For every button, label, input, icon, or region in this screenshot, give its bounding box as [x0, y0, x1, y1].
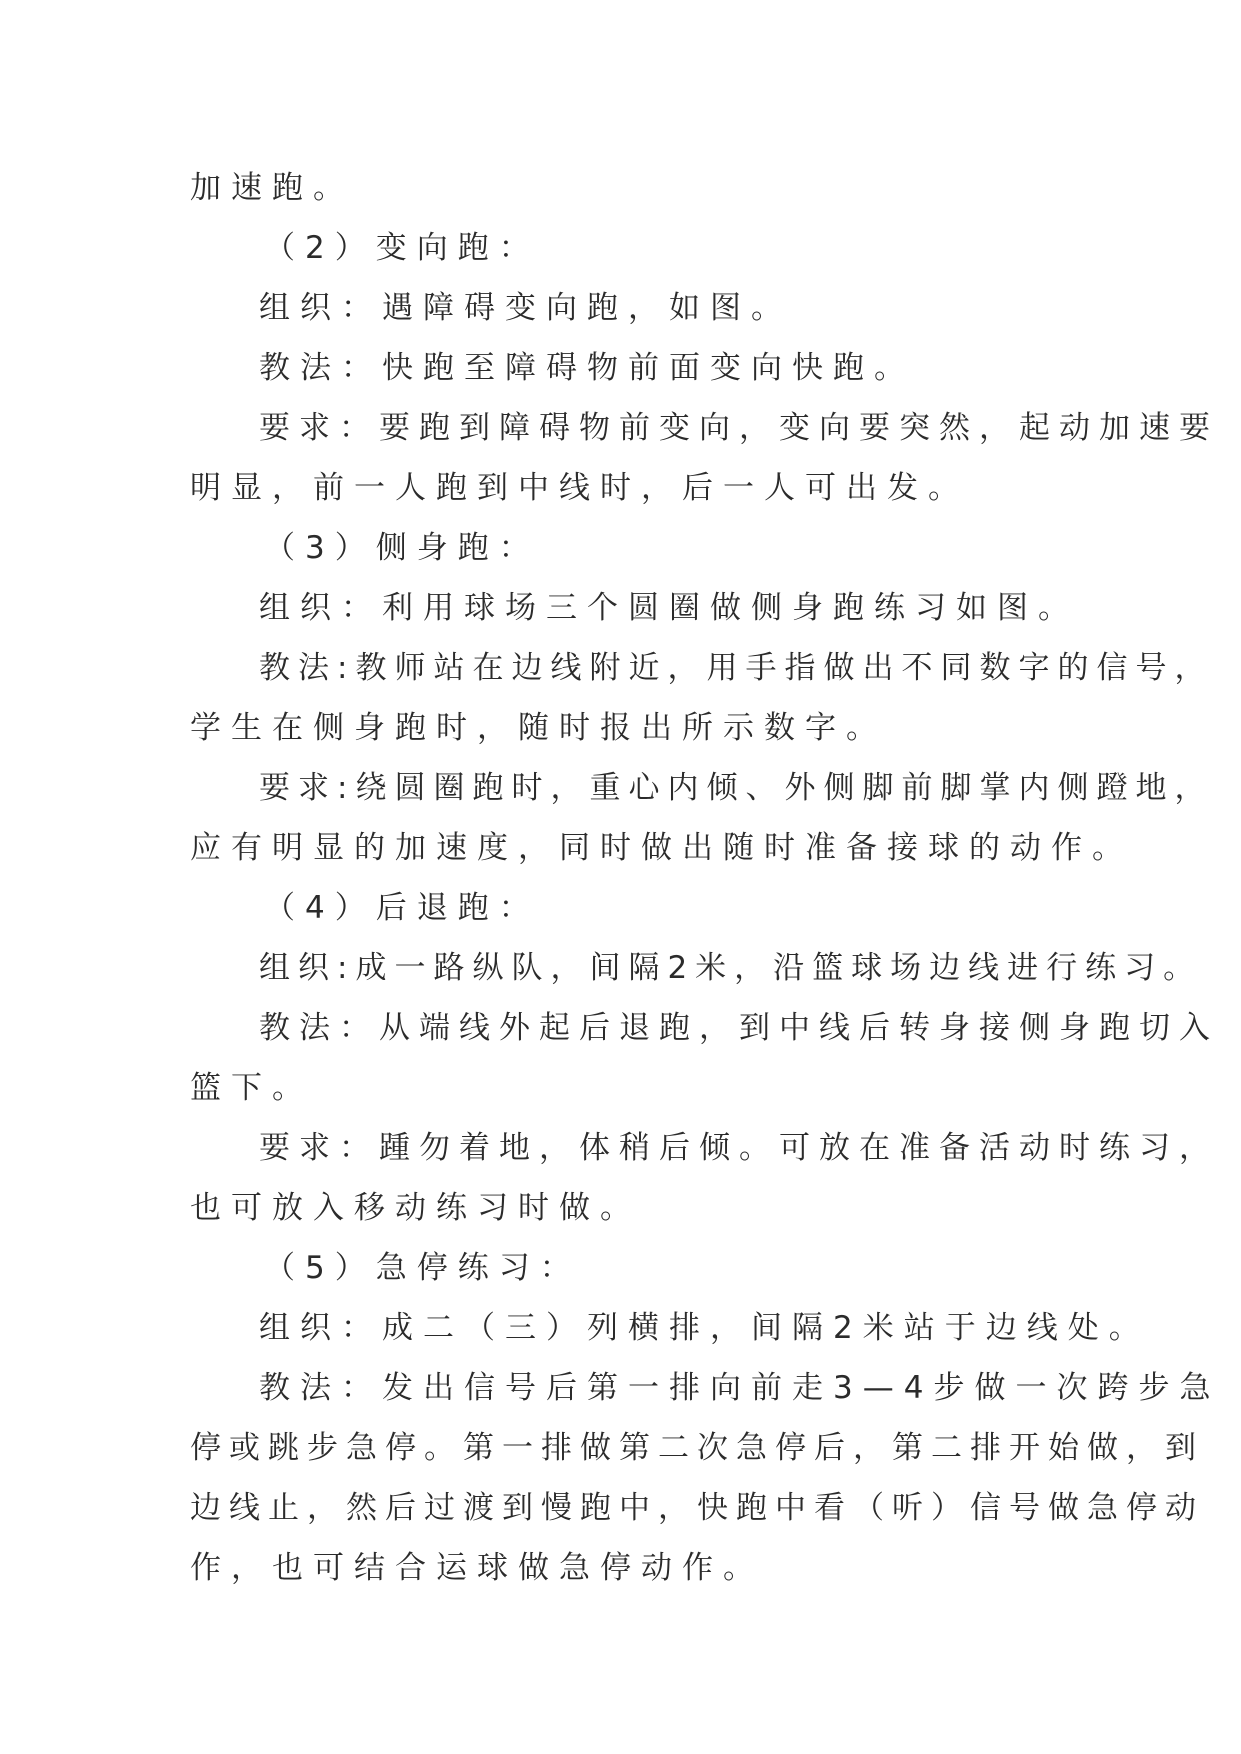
paragraph-line: 教法：发出信号后第一排向前走3—4步做一次跨步急 — [259, 1370, 1221, 1406]
paragraph-line: 要求:绕圆圈跑时，重心内倾、外侧脚前脚掌内侧蹬地， — [259, 770, 1214, 806]
section-heading-4: （4）后退跑： — [264, 890, 540, 926]
paragraph-line: 应有明显的加速度，同时做出随时准备接球的动作。 — [190, 830, 1133, 866]
section-heading-3: （3）侧身跑： — [264, 530, 540, 566]
paragraph-line: 也可放入移动练习时做。 — [190, 1190, 641, 1226]
paragraph-line: 篮下。 — [190, 1070, 313, 1106]
paragraph-line: 组织:成一路纵队，间隔2米，沿篮球场边线进行练习。 — [259, 950, 1203, 986]
paragraph-line: 教法：从端线外起后退跑，到中线后转身接侧身跑切入 — [259, 1010, 1219, 1046]
paragraph-line: 要求：踵勿着地，体稍后倾。可放在准备活动时练习， — [259, 1130, 1219, 1166]
paragraph-line: 作，也可结合运球做急停动作。 — [190, 1550, 764, 1586]
paragraph-line: 明显，前一人跑到中线时，后一人可出发。 — [190, 470, 969, 506]
paragraph-line: 学生在侧身跑时，随时报出所示数字。 — [190, 710, 887, 746]
paragraph-line: 边线止，然后过渡到慢跑中，快跑中看（听）信号做急停动 — [190, 1490, 1204, 1526]
paragraph-line: 加速跑。 — [190, 170, 354, 206]
section-heading-5: （5）急停练习： — [264, 1250, 581, 1286]
paragraph-line: 教法:教师站在边线附近，用手指做出不同数字的信号， — [259, 650, 1214, 686]
paragraph-line: 组织：遇障碍变向跑，如图。 — [259, 290, 792, 326]
paragraph-line: 组织：成二（三）列横排，间隔2米站于边线处。 — [259, 1310, 1150, 1346]
paragraph-line: 教法：快跑至障碍物前面变向快跑。 — [259, 350, 915, 386]
section-heading-2: （2）变向跑： — [264, 230, 540, 266]
paragraph-line: 要求：要跑到障碍物前变向，变向要突然，起动加速要 — [259, 410, 1219, 446]
paragraph-line: 组织：利用球场三个圆圈做侧身跑练习如图。 — [259, 590, 1079, 626]
paragraph-line: 停或跳步急停。第一排做第二次急停后，第二排开始做，到 — [190, 1430, 1204, 1466]
